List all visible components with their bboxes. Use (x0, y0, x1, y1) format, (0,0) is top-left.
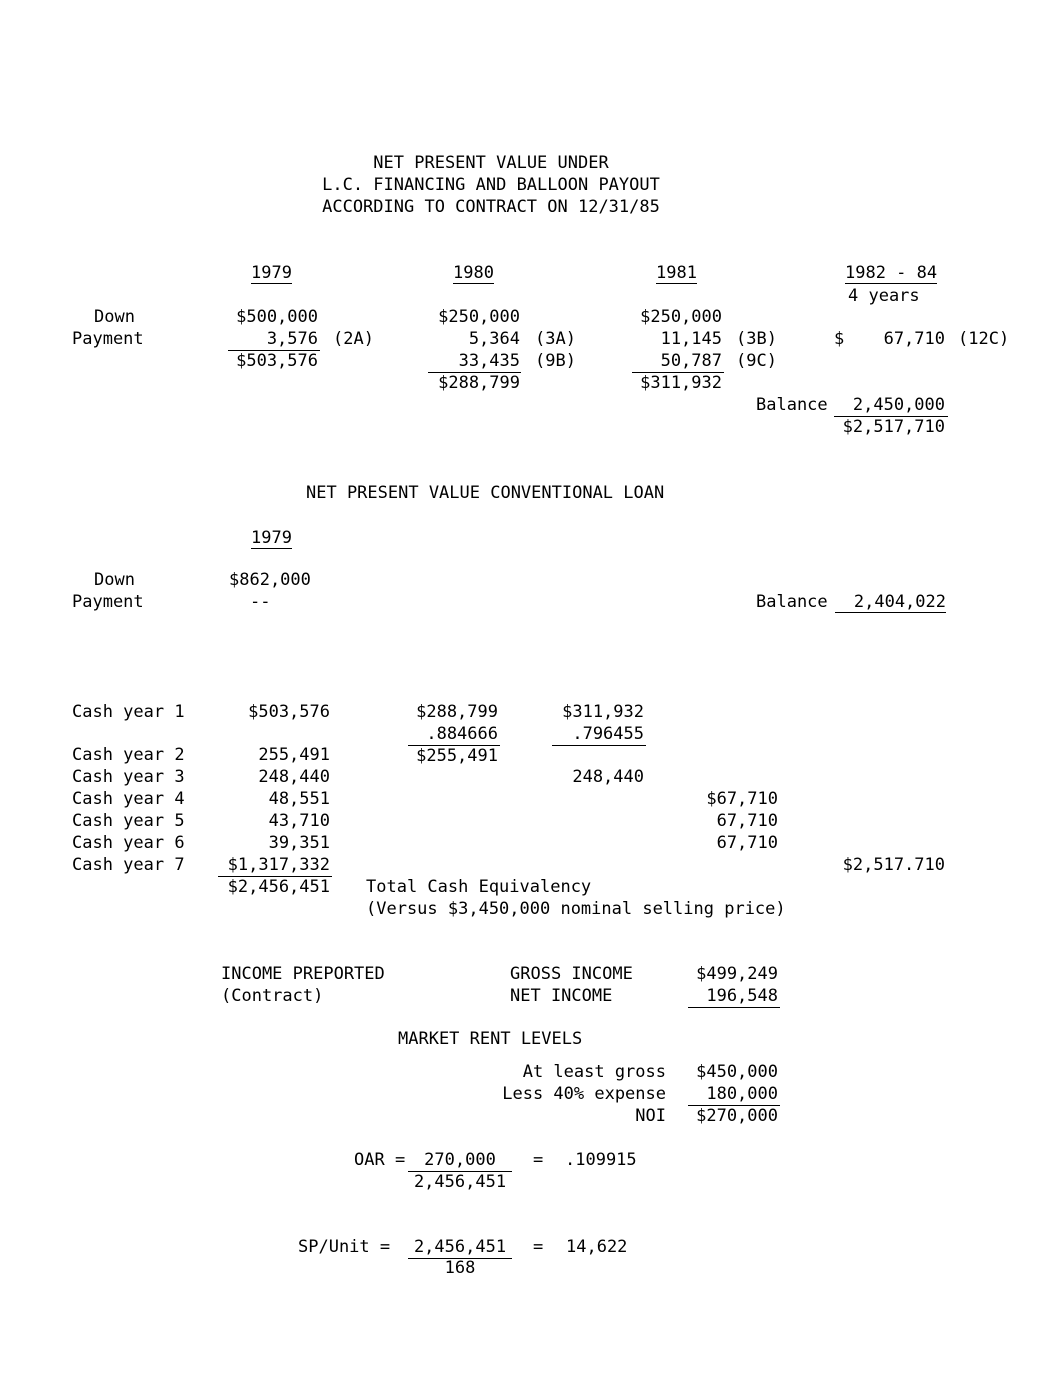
less-label: Less 40% expense (502, 1084, 666, 1104)
cash-year-value: 255,491 (258, 745, 330, 765)
cash-year-value: 39,351 (268, 833, 330, 853)
lc-1981-v3: 50,787 (660, 351, 722, 371)
cash-year-label: Cash year 4 (72, 789, 185, 809)
noi-value: $270,000 (696, 1106, 778, 1126)
oar-equals: = (533, 1150, 544, 1170)
lc-1981-total: $311,932 (640, 373, 722, 393)
cash-total: $2,456,451 (227, 877, 330, 897)
cash-year-label: Cash year 3 (72, 767, 185, 787)
conv-year: 1979 (251, 528, 292, 548)
conv-v2: -- (250, 592, 271, 612)
calc-b-rule (552, 745, 646, 746)
noi-label: NOI (635, 1106, 666, 1126)
oar-label: OAR = (354, 1150, 406, 1170)
cash-year-label: Cash year 1 (72, 702, 185, 722)
lc-1979-v1: $500,000 (236, 307, 318, 327)
year-header-1980: 1980 (453, 263, 494, 283)
calc-a-v1: $288,799 (416, 702, 498, 722)
sp-denominator: 168 (444, 1258, 476, 1278)
cash-year-value: 248,440 (258, 767, 330, 787)
sp-equals: = (533, 1237, 544, 1257)
cash-year-value: 48,551 (268, 789, 330, 809)
year-header-1982-84: 1982 - 84 (845, 263, 938, 283)
label-down: Down (94, 307, 135, 327)
lc-1982-total: $2,517,710 (842, 417, 945, 437)
market-title: MARKET RENT LEVELS (398, 1029, 583, 1049)
at-least-value: $450,000 (696, 1062, 778, 1082)
oar-numerator: 270,000 (424, 1150, 496, 1170)
sp-label: SP/Unit = (298, 1237, 391, 1257)
calc-a-factor: .884666 (426, 724, 498, 744)
lc-1981-v1: $250,000 (640, 307, 722, 327)
year-header-1979: 1979 (251, 263, 292, 283)
lc-1982-balance: 2,450,000 (852, 395, 945, 415)
lc-1980-v1: $250,000 (438, 307, 520, 327)
calc-a-result: $255,491 (416, 746, 498, 766)
cash-year-value: 43,710 (268, 811, 330, 831)
year-header-1981: 1981 (656, 263, 697, 283)
lc-1979-v2: 3,576 (266, 329, 318, 349)
conv-balance-label: Balance (756, 592, 828, 612)
gross-income-label: GROSS INCOME (510, 964, 633, 984)
conv-v1: $862,000 (229, 570, 311, 590)
lc-1981-v2-note: (3B) (736, 329, 777, 349)
lc-1980-v2-note: (3A) (535, 329, 576, 349)
gross-income-value: $499,249 (696, 964, 778, 984)
cash-year-label: Cash year 5 (72, 811, 185, 831)
lc-1980-total: $288,799 (438, 373, 520, 393)
lc-1982-balance-label: Balance (756, 395, 828, 415)
income-left-2: (Contract) (221, 986, 324, 1006)
lc-1979-total: $503,576 (236, 351, 318, 371)
sp-result: 14,622 (566, 1237, 628, 1257)
title-line-1: NET PRESENT VALUE UNDER (373, 153, 609, 173)
year-header-sub: 4 years (848, 286, 920, 306)
net-income-rule (688, 1007, 780, 1008)
col-c-value: $67,710 (706, 789, 778, 809)
less-value: 180,000 (706, 1084, 778, 1104)
col-c-value: 67,710 (716, 811, 778, 831)
sp-numerator: 2,456,451 (413, 1237, 507, 1257)
label-payment: Payment (72, 329, 144, 349)
net-income-label: NET INCOME (510, 986, 613, 1006)
title-line-2: L.C. FINANCING AND BALLOON PAYOUT (322, 175, 660, 195)
cash-year-value: $1,317,332 (227, 855, 330, 875)
cash-total-note: (Versus $3,450,000 nominal selling price) (366, 899, 786, 919)
lc-1980-v3-note: (9B) (535, 351, 576, 371)
calc-b-v1: $311,932 (562, 702, 644, 722)
income-left-1: INCOME PREPORTED (221, 964, 385, 984)
conv-balance: 2,404,022 (835, 594, 946, 613)
lc-1982-v1: 67,710 (883, 329, 945, 349)
col-c-value: 67,710 (716, 833, 778, 853)
lc-1980-v3: 33,435 (458, 351, 520, 371)
lc-1979-v2-note: (2A) (333, 329, 374, 349)
col-d-value: $2,517.710 (842, 855, 945, 875)
lc-1981-v2: 11,145 (660, 329, 722, 349)
conv-title: NET PRESENT VALUE CONVENTIONAL LOAN (306, 483, 665, 503)
cash-year-label: Cash year 7 (72, 855, 185, 875)
cash-total-label: Total Cash Equivalency (366, 877, 592, 897)
lc-1982-v1-note: (12C) (958, 329, 1010, 349)
calc-b-factor: .796455 (572, 724, 644, 744)
lc-1982-dollar: $ (834, 329, 845, 349)
lc-1981-v3-note: (9C) (736, 351, 777, 371)
cash-year-label: Cash year 6 (72, 833, 185, 853)
conv-label-down: Down (94, 570, 135, 590)
oar-denominator: 2,456,451 (413, 1172, 507, 1192)
title-line-3: ACCORDING TO CONTRACT ON 12/31/85 (322, 197, 660, 217)
cash-year-label: Cash year 2 (72, 745, 185, 765)
at-least-label: At least gross (522, 1062, 666, 1082)
calc-b-result: 248,440 (572, 767, 644, 787)
conv-label-payment: Payment (72, 592, 144, 612)
cash-year-value: $503,576 (248, 702, 330, 722)
net-income-value: 196,548 (706, 986, 778, 1006)
oar-result: .109915 (565, 1150, 637, 1170)
lc-1980-v2: 5,364 (468, 329, 520, 349)
